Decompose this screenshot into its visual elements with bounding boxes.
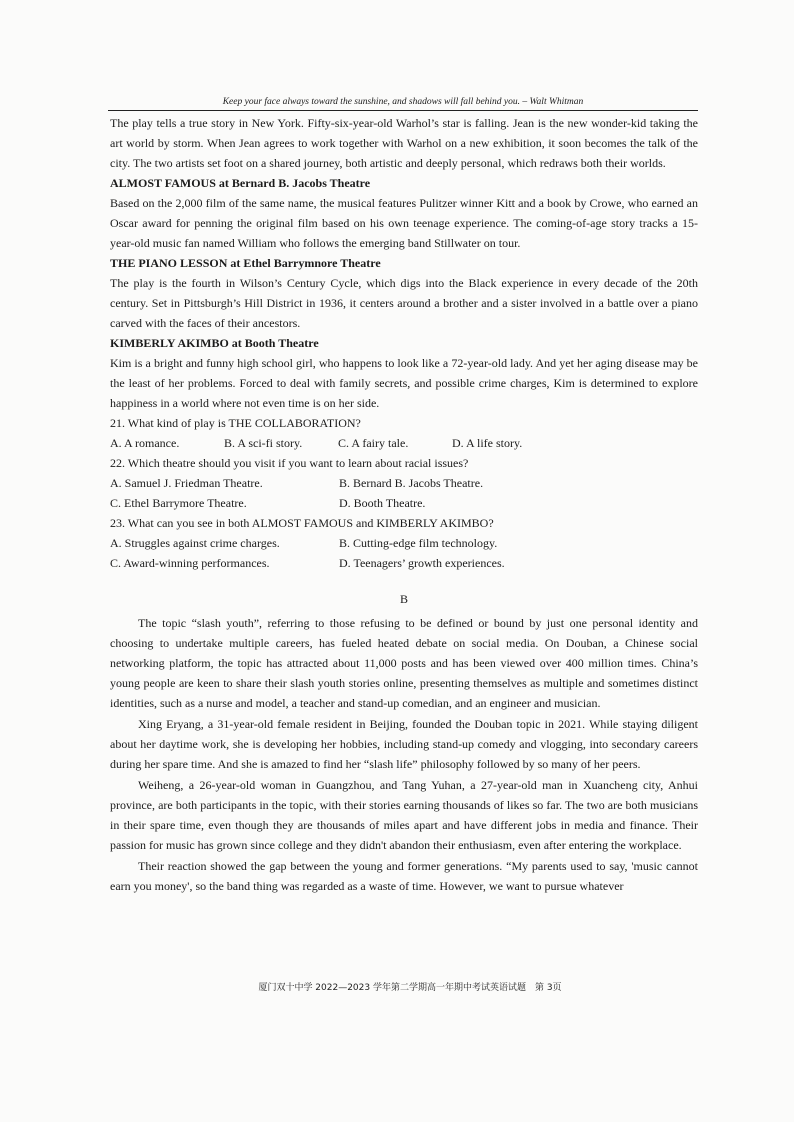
q22-option-b: B. Bernard B. Jacobs Theatre.: [339, 476, 484, 490]
q23-option-b: B. Cutting-edge film technology.: [339, 536, 498, 550]
question-22-options-row-1: [110, 473, 698, 493]
slash-youth-paragraph-1: The topic “slash youth”, referring to those refusing to be defined or bound by just one personal identity and choosing to undertake multiple careers, has fueled heated debate on social media. On Douban, a Chinese social networking platform, the topic has attracted about 11,000 posts and has been viewed over 400 million times. China’s young people are keen to share their slash youth stories online, presenting themselves as multiple and sometimes distinct identities, such as a nurse and model, a teacher and stand-up comedian, and an engineer and musician.: [110, 616, 698, 710]
almost-famous-heading: ALMOST FAMOUS at Bernard B. Jacobs Theatre: [110, 176, 371, 190]
question-23-options-row-1: [110, 533, 698, 553]
piano-lesson-passage: The play is the fourth in Wilson’s Century Cycle, which digs into the Black experience in every decade of the 20th century. Set in Pittsburgh’s Hill District in 1936, it centers around a brother and a sister involved in a battle over a piano carved with the faces of their ancestors.: [110, 276, 698, 330]
slash-youth-paragraph-4: Their reaction showed the gap between the young and former generations. “My parents used to say, 'music cannot earn you money', so the band thing was regarded as a waste of time. However, we want to pursue whatever: [110, 859, 698, 893]
question-21-options: [110, 433, 698, 453]
page-header-quote: Keep your face always toward the sunshine, and shadows will fall behind you. – Walt Whitman: [108, 96, 698, 111]
question-23-stem: 23. What can you see in both ALMOST FAMOUS and KIMBERLY AKIMBO?: [110, 516, 494, 530]
q23-option-a: A. Struggles against crime charges.: [110, 536, 280, 550]
question-22-stem: 22. Which theatre should you visit if you want to learn about racial issues?: [110, 456, 469, 470]
collaboration-passage: The play tells a true story in New York. Fifty-six-year-old Warhol’s star is falling. Jean is the new wonder-kid taking the art world by storm. When Jean agrees to work together with Warhol on a new exhibition, it soon becomes the talk of the city. The two artists set foot on a shared journey, both artistic and deeply personal, which redraws both their worlds.: [110, 116, 698, 170]
q21-option-d: D. A life story.: [452, 436, 523, 450]
q21-option-a: A. A romance.: [110, 436, 180, 450]
q21-option-c: C. A fairy tale.: [338, 436, 409, 450]
page-content: [110, 113, 698, 896]
q22-option-c: C. Ethel Barrymore Theatre.: [110, 496, 247, 510]
section-b-title: B: [399, 592, 408, 606]
q21-option-b: B. A sci-fi story.: [224, 436, 303, 450]
kimberly-akimbo-passage: Kim is a bright and funny high school girl, who happens to look like a 72-year-old lady. And yet her aging disease may be the least of her problems. Forced to deal with family secrets, and possible crime charges, Kim is determined to explore happiness in a world where not even time is on her side.: [110, 356, 698, 410]
kimberly-akimbo-heading: KIMBERLY AKIMBO at Booth Theatre: [110, 336, 319, 350]
q23-option-c: C. Award-winning performances.: [110, 556, 270, 570]
q22-option-d: D. Booth Theatre.: [339, 496, 426, 510]
almost-famous-passage: Based on the 2,000 film of the same name, the musical features Pulitzer winner Kitt and a book by Crowe, who earned an Oscar award for penning the original film based on his own teenage experience. The coming-of-age story tracks a 15-year-old music fan named William who follows the emerging band Stillwater on tour.: [110, 196, 698, 250]
page-footer: 厦门双十中学 2022—2023 学年第二学期高一年期中考试英语试题 第 3页: [258, 983, 562, 993]
q23-option-d: D. Teenagers’ growth experiences.: [339, 556, 505, 570]
question-23-options-row-2: [110, 553, 698, 573]
question-21-stem: 21. What kind of play is THE COLLABORATION?: [110, 416, 361, 430]
slash-youth-paragraph-2: Xing Eryang, a 31-year-old female resident in Beijing, founded the Douban topic in 2021. While staying diligent about her daytime work, she is developing her hobbies, including stand-up comedy and vlogging, into secondary careers during her spare time. And she is amazed to find her “slash life” philosophy followed by so many of her peers.: [110, 717, 698, 771]
q22-option-a: A. Samuel J. Friedman Theatre.: [110, 476, 263, 490]
slash-youth-paragraph-3: Weiheng, a 26-year-old woman in Guangzhou, and Tang Yuhan, a 27-year-old man in Xuancheng city, Anhui province, are both participants in the topic, with their stories earning thousands of likes so far. The two are both musicians in their spare time, even though they are thousands of miles apart and have different jobs in media and finance. Their passion for music has grown since college and they didn't abandon their enthusiasm, even after entering the workplace.: [110, 778, 698, 852]
piano-lesson-heading: THE PIANO LESSON at Ethel Barrymnore Theatre: [110, 256, 381, 270]
question-22-options-row-2: [110, 493, 698, 513]
